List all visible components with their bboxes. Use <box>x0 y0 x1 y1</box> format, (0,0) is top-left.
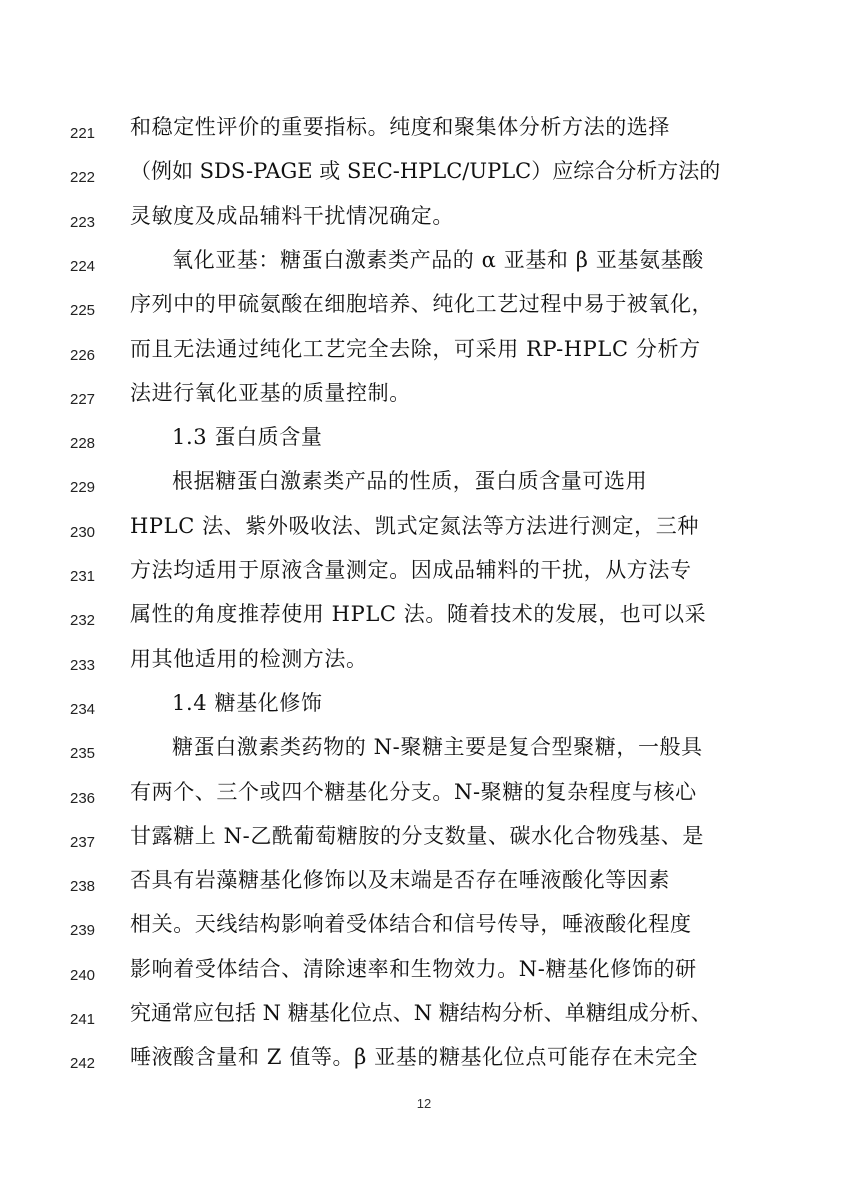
text-line <box>0 245 848 289</box>
line-text: 究通常应包括 N 糖基化位点、N 糖结构分析、单糖组成分析、 <box>130 1001 712 1025</box>
text-line <box>0 422 848 466</box>
line-number: 233 <box>70 656 96 674</box>
line-number: 225 <box>70 302 96 320</box>
text-line <box>0 821 848 865</box>
text-line <box>0 156 848 200</box>
line-number: 226 <box>70 346 96 364</box>
text-line <box>0 732 848 776</box>
line-text: 法进行氧化亚基的质量控制。 <box>130 380 411 405</box>
text-line <box>0 644 848 688</box>
text-line <box>0 865 848 909</box>
line-number: 221 <box>70 125 96 142</box>
line-number: 224 <box>70 257 96 275</box>
text-line <box>0 1042 848 1086</box>
line-number: 232 <box>70 612 96 630</box>
line-number: 236 <box>70 789 96 807</box>
text-line <box>0 466 848 510</box>
text-line <box>0 599 848 643</box>
line-text: 相关。天线结构影响着受体结合和信号传导，唾液酸化程度 <box>130 912 692 937</box>
line-number: 238 <box>70 878 96 896</box>
line-number: 222 <box>70 169 96 187</box>
line-text: 用其他适用的检测方法。 <box>130 646 368 671</box>
line-text: 唾液酸含量和 Z 值等。β 亚基的糖基化位点可能存在未完全 <box>130 1045 699 1070</box>
line-text: 方法均适用于原液含量测定。因成品辅料的干扰，从方法专 <box>130 558 692 582</box>
line-text: 否具有岩藻糖基化修饰以及末端是否存在唾液酸化等因素 <box>130 868 670 893</box>
line-number: 229 <box>70 479 96 497</box>
text-line <box>0 289 848 333</box>
text-line <box>0 112 848 156</box>
line-number: 240 <box>70 966 96 984</box>
line-number: 239 <box>70 922 96 940</box>
line-text: 属性的角度推荐使用 HPLC 法。随着技术的发展，也可以采 <box>130 602 707 627</box>
line-text: 根据糖蛋白激素类产品的性质，蛋白质含量可选用 <box>172 469 648 494</box>
line-number: 234 <box>70 700 96 718</box>
line-text: 1.3 蛋白质含量 <box>172 425 323 450</box>
line-number: 227 <box>70 390 96 408</box>
line-number: 223 <box>70 213 96 231</box>
line-text: （例如 SDS-PAGE 或 SEC-HPLC/UPLC）应综合分析方法的 <box>130 159 721 184</box>
line-text: 有两个、三个或四个糖基化分支。N-聚糖的复杂程度与核心 <box>130 779 697 804</box>
line-text: HPLC 法、紫外吸收法、凯式定氮法等方法进行测定，三种 <box>130 513 699 538</box>
line-text: 而且无法通过纯化工艺完全去除，可采用 RP-HPLC 分析方 <box>130 336 701 361</box>
line-text: 氧化亚基：糖蛋白激素类产品的 α 亚基和 β 亚基氨基酸 <box>172 247 704 272</box>
line-text: 糖蛋白激素类药物的 N-聚糖主要是复合型聚糖，一般具 <box>172 735 703 760</box>
text-line <box>0 777 848 821</box>
line-number: 228 <box>70 435 96 453</box>
line-number: 242 <box>70 1055 96 1073</box>
line-text: 灵敏度及成品辅料干扰情况确定。 <box>130 203 454 228</box>
text-line <box>0 909 848 953</box>
line-number: 230 <box>70 523 96 541</box>
line-text: 1.4 糖基化修饰 <box>172 690 323 715</box>
line-number: 235 <box>70 745 96 763</box>
line-text: 甘露糖上 N-乙酰葡萄糖胺的分支数量、碳水化合物残基、是 <box>130 823 704 848</box>
text-line <box>0 555 848 599</box>
text-line <box>0 334 848 378</box>
text-line <box>0 998 848 1042</box>
text-line <box>0 688 848 732</box>
line-text: 影响着受体结合、清除速率和生物效力。N-糖基化修饰的研 <box>130 956 697 981</box>
line-number: 237 <box>70 833 96 851</box>
text-line <box>0 201 848 245</box>
text-line <box>0 378 848 422</box>
text-line <box>0 511 848 555</box>
text-line <box>0 954 848 998</box>
line-text: 和稳定性评价的重要指标。纯度和聚集体分析方法的选择 <box>130 115 670 139</box>
line-text: 序列中的甲硫氨酸在细胞培养、纯化工艺过程中易于被氧化， <box>130 292 714 317</box>
line-number: 241 <box>70 1011 96 1028</box>
line-number: 231 <box>70 568 96 585</box>
page-number: 12 <box>416 1096 432 1111</box>
